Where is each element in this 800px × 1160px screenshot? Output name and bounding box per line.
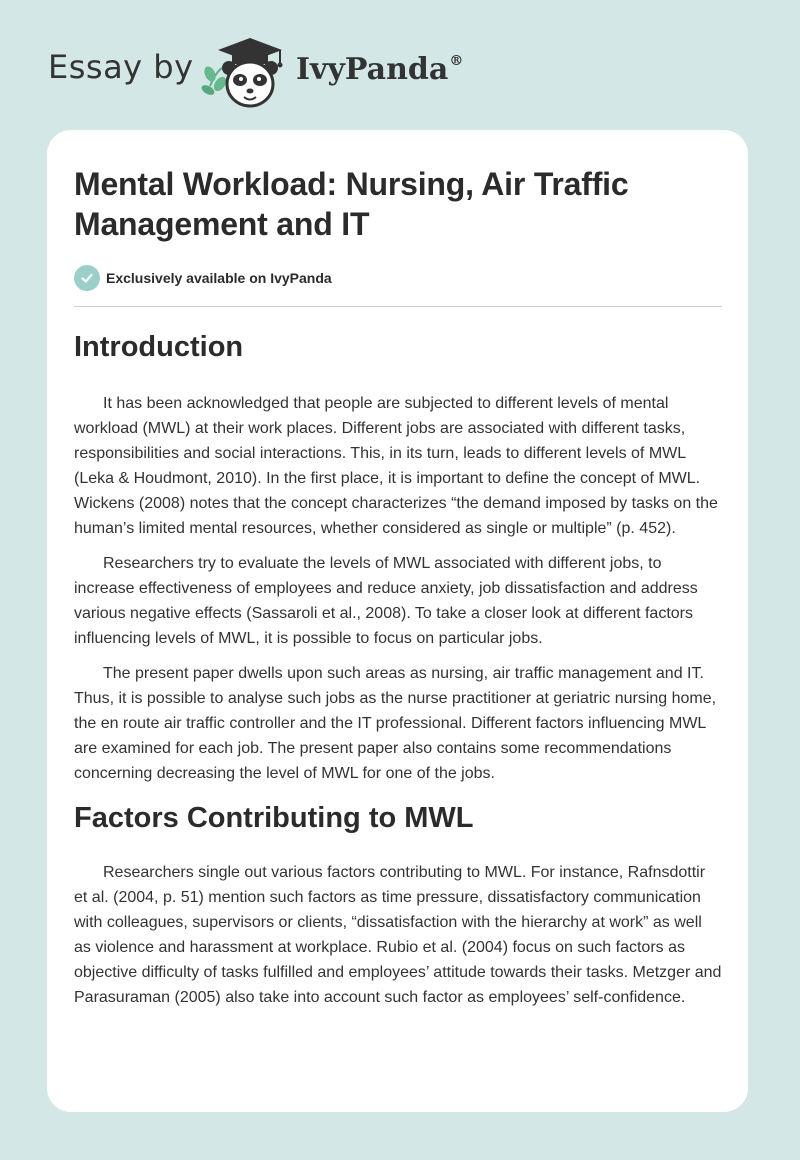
exclusive-label: Exclusively available on IvyPanda: [106, 270, 332, 286]
brand-prefix: Essay by: [48, 48, 194, 86]
paragraph: Researchers try to evaluate the levels of MWL associated with different jobs, to increase effectiveness of employees and reduce anxiety, job dissatisfaction and address various negative effects (Sassaroli et al., 2008). To take a closer look at different factors influencing levels of MWL, it is possible to focus on particular jobs.: [74, 555, 698, 647]
registered-mark: ®: [449, 53, 464, 69]
section-heading-factors: Factors Contributing to MWL: [74, 802, 474, 834]
brand-name[interactable]: [296, 52, 463, 87]
article-card: [47, 130, 748, 1112]
panda-logo-icon[interactable]: [196, 34, 296, 110]
site-header: [0, 0, 800, 130]
section-heading-introduction: Introduction: [74, 331, 244, 363]
brand-name-text: IvyPanda: [296, 52, 449, 87]
divider: [74, 306, 722, 307]
paragraph: Researchers single out various factors contributing to MWL. For instance, Rafnsdottir et al. (2004, p. 51) mention such factors as time pressure, dissatisfactory communication with colleagues, supervisors or clients, “dissatisfaction with the hierarchy at work” as well as violence and harassment at workplace. Rubio et al. (2004) focus on such factors as objective difficulty of tasks fulfilled and employees’ attitude towards their tasks. Metzger and Parasuraman (2005) also take into account such factor as employees’ self-confidence.: [74, 864, 722, 1006]
check-icon: [74, 265, 100, 291]
exclusive-badge: [74, 264, 722, 292]
paragraph: The present paper dwells upon such areas as nursing, air traffic management and IT. Thus, it is possible to analyse such jobs as the nurse practitioner at geriatric nursing home, the en route air traffic controller and the IT professional. Different factors influencing MWL are examined for each job. The present paper also contains some recommendations concerning decreasing the level of MWL for one of the jobs.: [74, 665, 717, 782]
paragraph: It has been acknowledged that people are subjected to different levels of mental workload (MWL) at their work places. Different jobs are associated with different tasks, responsibilities and social interactions. This, in its turn, leads to different levels of MWL (Leka & Houdmont, 2010). In the first place, it is important to define the concept of MWL. Wickens (2008) notes that the concept characterizes “the demand imposed by tasks on the human’s limited mental resources, whether considered as single or multiple” (p. 452).: [74, 395, 718, 537]
page-title: Mental Workload: Nursing, Air Traffic Management and IT: [74, 166, 629, 242]
